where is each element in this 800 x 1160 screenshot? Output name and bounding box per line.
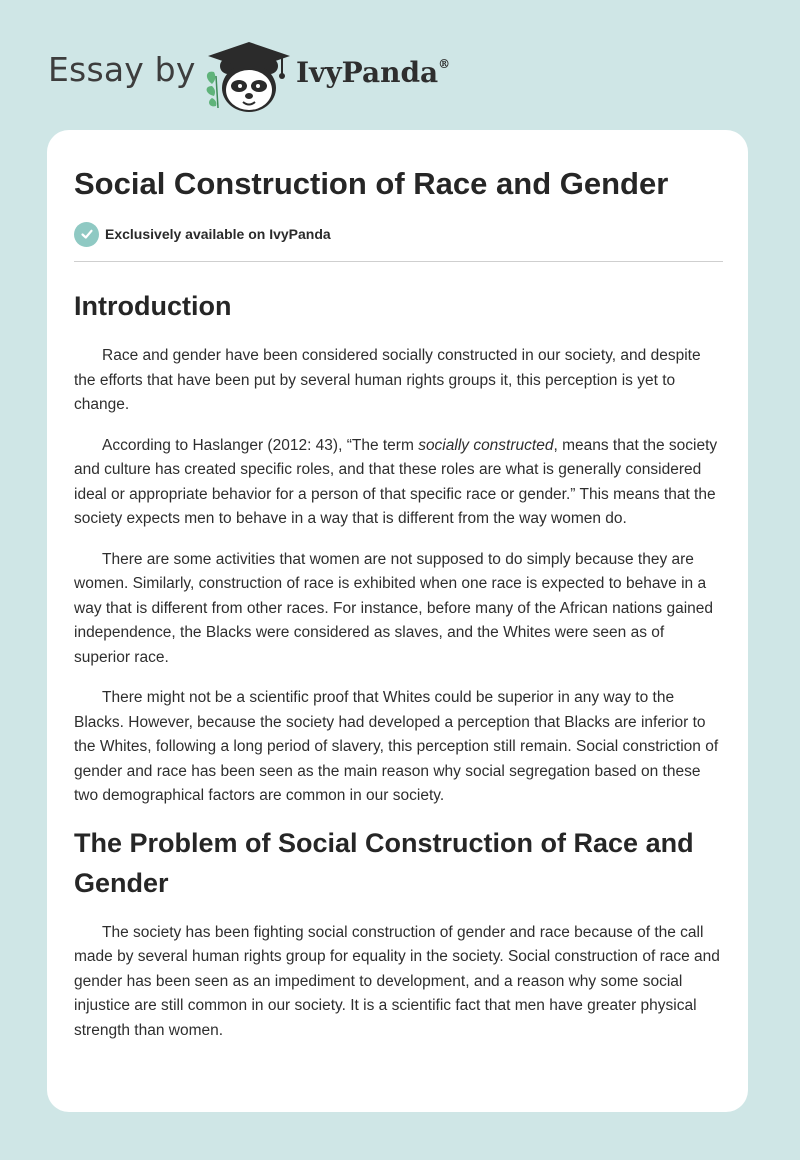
- site-header: [48, 28, 548, 118]
- panda-graduation-cap-icon[interactable]: [202, 36, 294, 116]
- badge-text: Exclusively available on IvyPanda: [105, 226, 331, 242]
- paragraph: There are some activities that women are not supposed to do simply because they are women. Similarly, construction of race is exhibited when one race is expected to behave in a way that is different from other races. For instance, before many of the African nations gained independence, the Blacks were considered as slaves, and the Whites were seen as of superior race.: [74, 550, 713, 666]
- paragraph: The society has been fighting social construction of gender and race because of the call made by several human rights group for equality in the society. Social construction of race and gender has been seen as an impediment to development, and a reason why some social injustice are still common in our society. It is a scientific fact that men have greater physical strength than women.: [74, 923, 720, 1039]
- section-heading-introduction: Introduction: [74, 291, 232, 321]
- check-circle-icon: [74, 222, 99, 247]
- essay-card: [47, 130, 748, 1112]
- paragraph: Race and gender have been considered socially constructed in our society, and despite the efforts that have been put by several human rights groups it, this perception is yet to change.: [74, 347, 701, 413]
- essay-title: Social Construction of Race and Gender: [74, 166, 669, 201]
- exclusive-badge: [74, 221, 722, 247]
- paragraph: According to Haslanger (2012: 43), “The term socially constructed, means that the society and culture has created specific roles, and that these roles are what is generally considered ideal or appropriate behavior for a person of that specific race or gender.” This means that the society expects men to behave in a way that is different from the way women do.: [74, 436, 718, 527]
- registered-mark: ®: [438, 56, 451, 71]
- emphasis-text: socially constructed: [418, 436, 554, 454]
- paragraph: There might not be a scientific proof that Whites could be superior in any way to the Blacks. However, because the society had developed a perception that Blacks are inferior to the Whites, following a long period of slavery, this perception still remain. Social constriction of gender and race has been seen as the main reason why social segregation based on these two demographical factors are common in our society.: [74, 689, 719, 804]
- essay-by-label: Essay by: [48, 50, 196, 89]
- brand-name[interactable]: IvyPanda®: [296, 56, 451, 89]
- divider: [74, 261, 723, 262]
- section-heading-problem: The Problem of Social Construction of Race and Gender: [74, 827, 694, 898]
